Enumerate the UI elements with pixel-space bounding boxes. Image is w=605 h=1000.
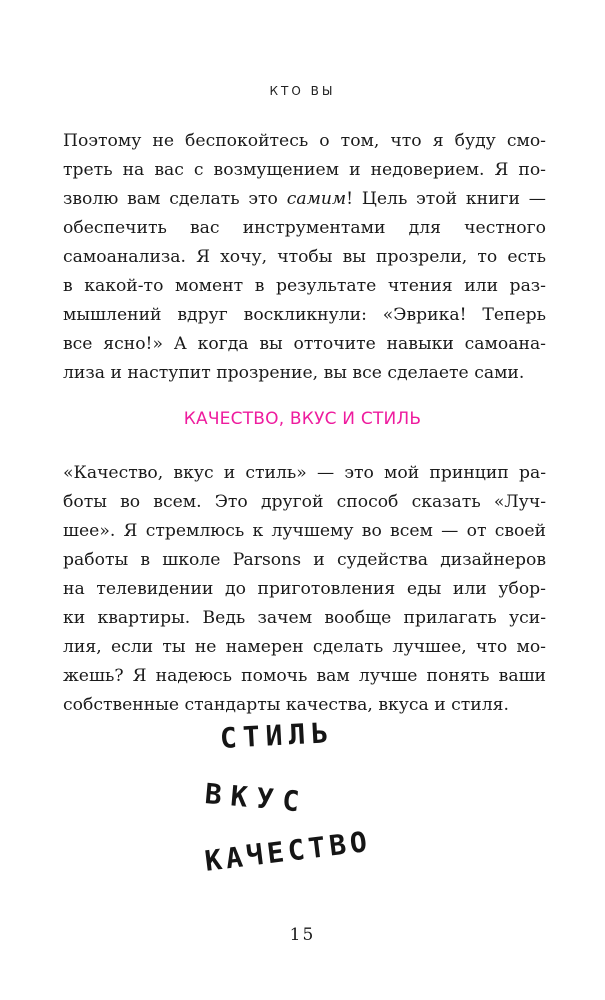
- section-heading: КАЧЕСТВО, ВКУС И СТИЛЬ: [183, 409, 422, 429]
- text-line: работы в школе Parsons и судейства дизайнеров: [63, 550, 546, 570]
- running-head: КТО ВЫ: [269, 84, 336, 98]
- text-line: все ясно!» А когда вы отточите навыки самоана-: [63, 334, 546, 354]
- text-line: лия, если ты не намерен сделать лучшее, что мо-: [63, 637, 546, 657]
- emphasis-word: самим: [286, 189, 347, 209]
- text-line: на телевидении до приготовления еды или убор-: [63, 579, 546, 599]
- text-line: Поэтому не беспокойтесь о том, что я буду смо-: [63, 131, 546, 151]
- text-fragment: зволю вам сделать это: [63, 189, 278, 209]
- stamp-word-quality: КАЧЕСТВО: [202, 824, 373, 878]
- stamp-word-style: СТИЛЬ: [219, 716, 336, 755]
- text-line: шее». Я стремлюсь к лучшему во всем — от своей: [63, 521, 546, 541]
- text-fragment: ! Цель этой книги —: [346, 189, 546, 209]
- text-line: треть на вас с возмущением и недоверием. Я по-: [63, 160, 546, 180]
- text-line: в какой-то момент в результате чтения или раз-: [63, 276, 546, 296]
- text-line: [63, 185, 546, 214]
- text-line: собственные стандарты качества, вкуса и стиля.: [63, 695, 509, 715]
- text-line: жешь? Я надеюсь помочь вам лучше понять ваши: [63, 666, 546, 686]
- text-line: «Качество, вкус и стиль» — это мой принцип ра-: [63, 463, 546, 483]
- page-number: 15: [289, 925, 316, 945]
- text-line: лиза и наступит прозрение, вы все сделаете сами.: [63, 363, 525, 383]
- paragraph-2: [63, 459, 546, 720]
- paragraph-1: [63, 127, 546, 388]
- stamp-word-taste: ВКУС: [203, 777, 310, 819]
- text-line: мышлений вдруг воскликнули: «Эврика! Теперь: [63, 305, 546, 325]
- text-line: ки квартиры. Ведь зачем вообще прилагать уси-: [63, 608, 546, 628]
- text-line: самоанализа. Я хочу, чтобы вы прозрели, то есть: [63, 247, 546, 267]
- text-line: боты во всем. Это другой способ сказать «Луч-: [63, 492, 546, 512]
- text-line: обеспечить вас инструментами для честного: [63, 218, 546, 238]
